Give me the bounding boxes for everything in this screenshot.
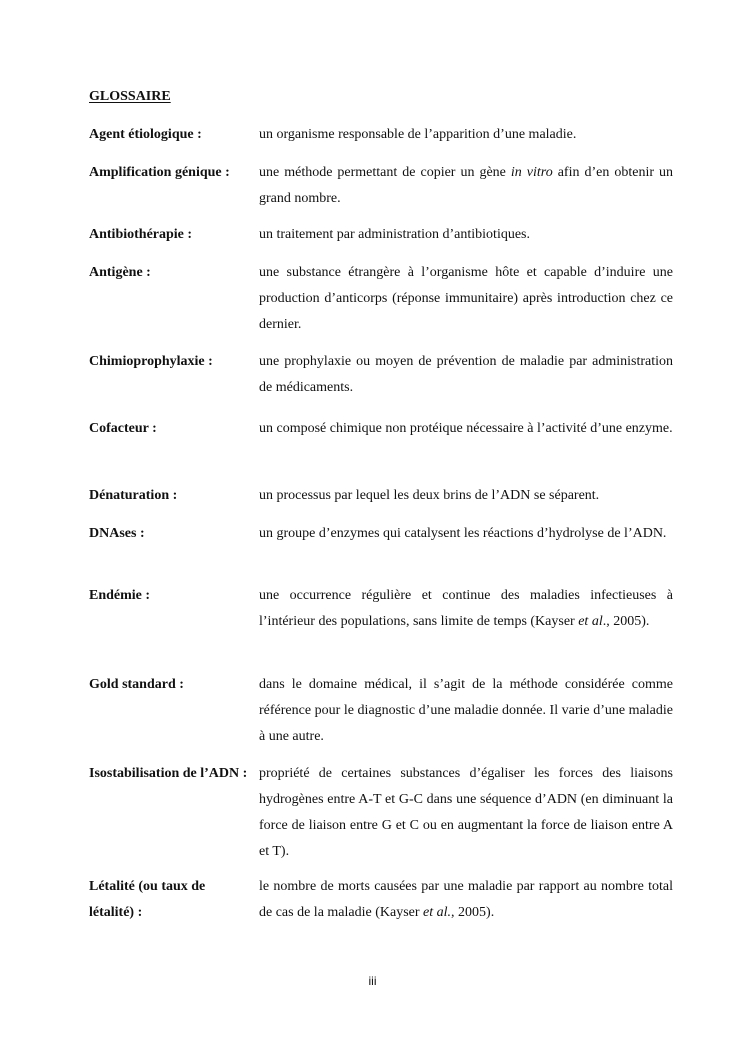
definition-italic-text: et al.: [423, 905, 452, 920]
glossary-definition: [259, 521, 673, 547]
glossary-term: Antigène :: [89, 265, 151, 280]
glossary-term: Agent étiologique :: [89, 127, 202, 142]
definition-text: un traitement par administration d’antibiotiques.: [259, 227, 530, 242]
glossary-definition: [259, 483, 673, 509]
definition-text: une substance étrangère à l’organisme hôte et capable d’induire une production d’anticorps (réponse immunitaire) après introduction chez ce dernier.: [259, 265, 673, 332]
glossary-term: Endémie :: [89, 588, 151, 603]
page-number: iii: [368, 974, 377, 988]
definition-text: dans le domaine médical, il s’agit de la méthode considérée comme référence pour le diagnostic d’une maladie donnée. Il varie d’une maladie à une autre.: [259, 677, 673, 744]
definition-italic-text: in vitro: [510, 165, 553, 180]
glossary-term: Amplification génique :: [89, 165, 230, 180]
definition-text: propriété de certaines substances d’égaliser les forces des liaisons hydrogènes entre A-T et G-C dans une séquence d’ADN (en diminuant la force de liaison entre G et C ou en augmentant la force de liaison entre A et T).: [259, 766, 673, 859]
glossary-term: Cofacteur :: [89, 421, 157, 436]
definition-italic-text: et al: [578, 614, 603, 629]
glossary-term: Antibiothérapie :: [89, 227, 193, 242]
definition-text: une méthode permettant de copier un gène: [259, 165, 511, 180]
glossary-term: Létalité (ou taux de létalité) :: [89, 879, 206, 920]
glossary-term: DNAses :: [89, 526, 145, 541]
glossary-definition: [259, 672, 673, 750]
glossary-definition: [259, 874, 673, 926]
glossary-definition: [259, 761, 673, 865]
definition-text: ., 2005).: [602, 614, 650, 629]
glossary-term: Dénaturation :: [89, 488, 178, 503]
glossary-term: Isostabilisation de l’ADN :: [89, 766, 248, 781]
definition-text: un organisme responsable de l’apparition d’une maladie.: [259, 127, 577, 142]
glossary-definition: [259, 583, 673, 635]
glossary-definition: [259, 260, 673, 338]
glossary-definition: [259, 122, 673, 148]
definition-text: une prophylaxie ou moyen de prévention de maladie par administration de médicaments.: [259, 354, 673, 395]
page-title: GLOSSAIRE: [89, 89, 171, 104]
glossary-term: Gold standard :: [89, 677, 184, 692]
glossary-definition: [259, 416, 673, 442]
definition-text: afin d’en obtenir un grand nombre.: [259, 165, 674, 206]
definition-text: un groupe d’enzymes qui catalysent les réactions d’hydrolyse de l’ADN.: [259, 526, 667, 541]
definition-text: un composé chimique non protéique nécessaire à l’activité d’une enzyme.: [259, 421, 673, 436]
glossary-term: Chimioprophylaxie :: [89, 354, 213, 369]
definition-text: une occurrence régulière et continue des maladies infectieuses à l’intérieur des populations, sans limite de temps (Kayser: [259, 588, 673, 629]
glossary-definition: [259, 222, 673, 248]
glossary-definition: [259, 160, 673, 212]
definition-text: le nombre de morts causées par une maladie par rapport au nombre total de cas de la maladie (Kayser: [259, 879, 673, 920]
definition-text: un processus par lequel les deux brins de l’ADN se séparent.: [259, 488, 600, 503]
glossary-definition: [259, 349, 673, 401]
definition-text: , 2005).: [451, 905, 495, 920]
